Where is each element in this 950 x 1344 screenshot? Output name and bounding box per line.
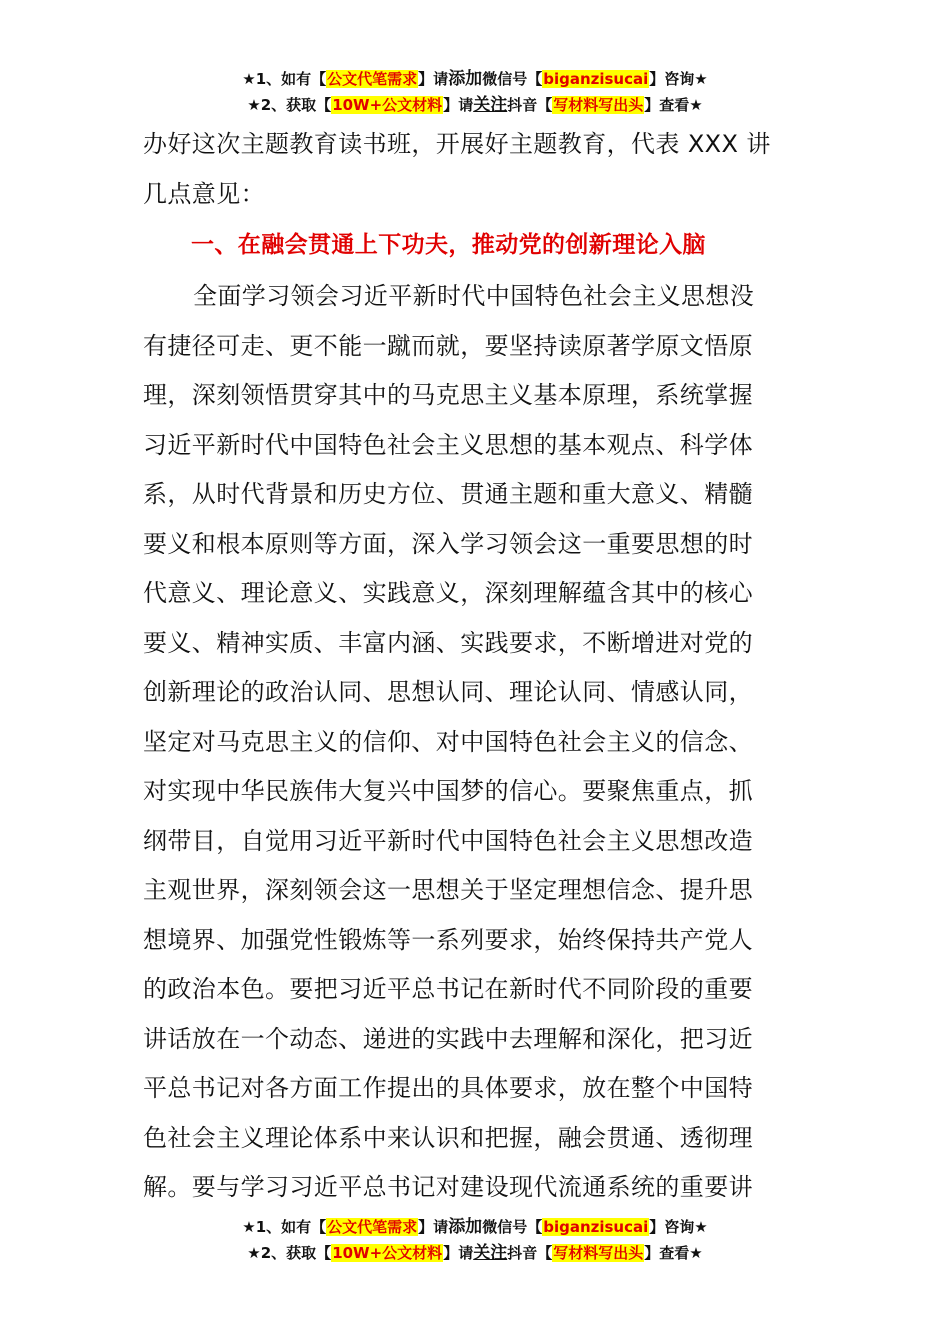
banner-text: 】请 [443,96,474,114]
banner-highlight: 公文代笔需求 [327,1218,418,1236]
banner-emphasis: 添加 [448,1217,483,1237]
banner-emphasis: 添加 [448,69,483,89]
banner-line-1 [0,1214,950,1240]
top-banner [0,66,950,118]
bottom-banner [0,1214,950,1266]
banner-line-1 [0,66,950,92]
banner-highlight: biganzisucai [543,1218,649,1236]
body-line: 对实现中华民族伟大复兴中国梦的信心。要聚焦重点，抓 [143,777,753,805]
banner-text: 】咨询★ [649,1218,708,1236]
body-line: 纲带目，自觉用习近平新时代中国特色社会主义思想改造 [143,826,753,855]
banner-highlight: 10W+公文材料 [332,96,443,114]
banner-text: 】请 [443,1244,474,1262]
banner-line-2 [0,1240,950,1266]
section-heading: 一、在融会贯通上下功夫，推动党的创新理论入脑 [191,232,706,258]
banner-text: 微信号【 [482,70,543,88]
banner-text: ★2、获取【 [247,1244,332,1262]
banner-text: ★2、获取【 [247,96,332,114]
body-line: 办好这次主题教育读书班，开展好主题教育，代表 XXX 讲 [143,130,771,158]
body-line: 全面学习领会习近平新时代中国特色社会主义思想没 [193,282,755,310]
body-line: 讲话放在一个动态、递进的实践中去理解和深化，把习近 [143,1024,753,1053]
body-line: 代意义、理论意义、实践意义，深刻理解蕴含其中的核心 [143,579,753,607]
banner-text: 】咨询★ [649,70,708,88]
banner-text: 】查看★ [644,96,703,114]
banner-text: 】请 [418,70,449,88]
body-line: 习近平新时代中国特色社会主义思想的基本观点、科学体 [143,430,753,459]
banner-highlight: 10W+公文材料 [332,1244,443,1262]
banner-text: 微信号【 [482,1218,543,1236]
banner-text: ★1、如有【 [242,70,327,88]
banner-text: ★1、如有【 [242,1218,327,1236]
body-line: 主观世界，深刻领会这一思想关于坚定理想信念、提升思 [143,876,753,904]
body-line: 色社会主义理论体系中来认识和把握，融会贯通、透彻理 [143,1123,753,1152]
banner-text: 抖音【 [507,1244,553,1262]
body-line: 有捷径可走、更不能一蹴而就，要坚持读原著学原文悟原 [143,331,753,360]
banner-line-2 [0,92,950,118]
banner-highlight: 写材料写出头 [553,1244,644,1262]
body-line: 要义、精神实质、丰富内涵、实践要求，不断增进对党的 [143,628,753,657]
document-body [143,120,808,1213]
body-line: 系，从时代背景和历史方位、贯通主题和重大意义、精髓 [143,480,753,508]
body-line: 的政治本色。要把习近平总书记在新时代不同阶段的重要 [143,975,753,1003]
banner-highlight: biganzisucai [543,70,649,88]
body-line: 创新理论的政治认同、思想认同、理论认同、情感认同， [143,678,753,706]
body-line: 解。要与学习习近平总书记对建设现代流通系统的重要讲 [143,1173,753,1201]
body-line: 理，深刻领悟贯穿其中的马克思主义基本原理，系统掌握 [143,381,753,409]
body-line: 几点意见： [143,179,265,208]
banner-emphasis: 关注 [473,95,508,115]
body-line: 要义和根本原则等方面，深入学习领会这一重要思想的时 [143,529,753,558]
banner-highlight: 公文代笔需求 [327,70,418,88]
banner-text: 】查看★ [644,1244,703,1262]
banner-emphasis: 关注 [473,1243,508,1263]
body-line: 想境界、加强党性锻炼等一系列要求，始终保持共产党人 [143,925,753,954]
banner-text: 抖音【 [507,96,553,114]
body-line: 坚定对马克思主义的信仰、对中国特色社会主义的信念、 [143,727,753,756]
banner-highlight: 写材料写出头 [553,96,644,114]
body-line: 平总书记对各方面工作提出的具体要求，放在整个中国特 [143,1074,753,1102]
banner-text: 】请 [418,1218,449,1236]
